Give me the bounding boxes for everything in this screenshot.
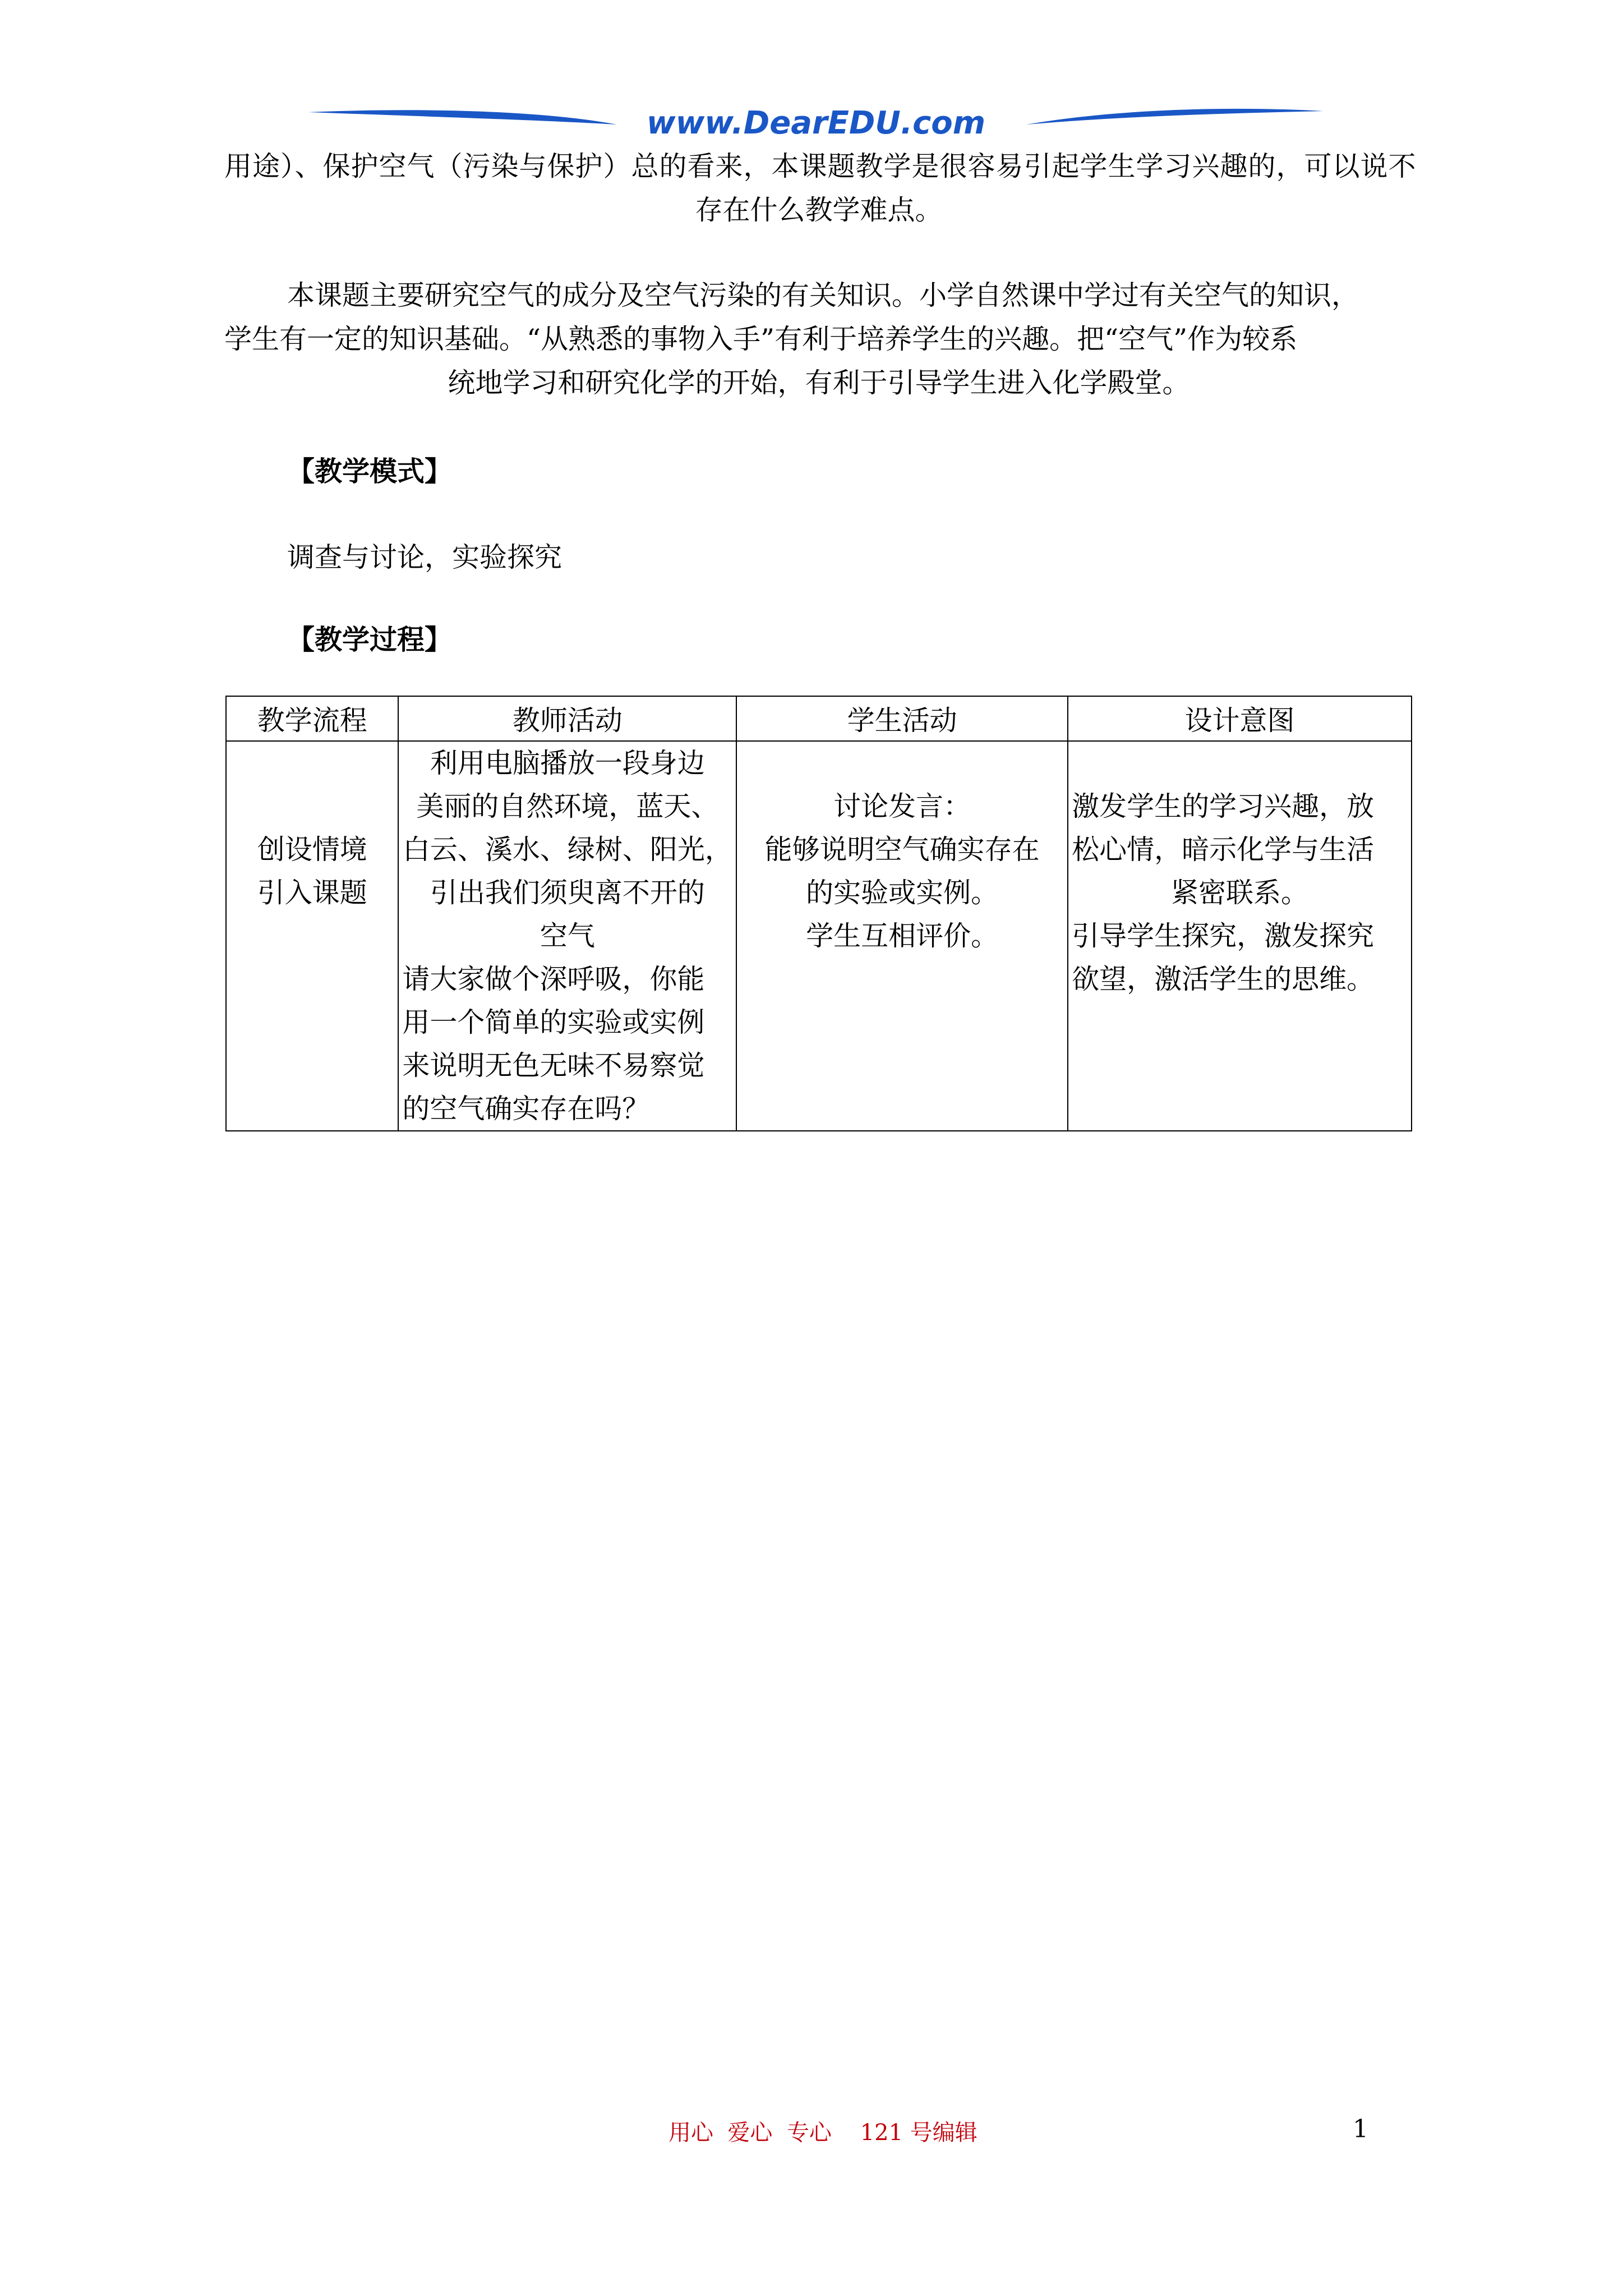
teacher-line: 请大家做个深呼吸，你能 — [402, 963, 705, 995]
cell-design-intent — [1068, 741, 1412, 1131]
teacher-line: 来说明无色无味不易察觉 — [402, 1050, 705, 1082]
intent-line: 松心情，暗示化学与生活 — [1072, 834, 1375, 866]
teacher-line: 美丽的自然环境，蓝天、 — [416, 790, 719, 822]
cell-student-activity — [736, 741, 1068, 1131]
column-header-flow: 教学流程 — [226, 696, 398, 741]
teaching-process-table — [225, 696, 1412, 1131]
cell-teacher-activity — [398, 741, 736, 1131]
site-logo — [303, 100, 1329, 150]
teacher-line: 引出我们须臾离不开的 — [430, 877, 705, 909]
column-header-student: 学生活动 — [736, 696, 1068, 741]
teacher-line: 用一个简单的实验或实例 — [402, 1006, 705, 1038]
teacher-line: 空气 — [540, 920, 595, 952]
student-line: 的实验或实例。 — [806, 877, 999, 909]
intro-paragraph — [224, 145, 1417, 232]
cell-flow — [226, 741, 398, 1131]
intent-line: 欲望，激活学生的思维。 — [1072, 963, 1375, 995]
student-line: 能够说明空气确实存在 — [764, 834, 1040, 866]
teacher-line: 白云、溪水、绿树、阳光， — [402, 834, 732, 866]
footer-text: 用心 爱心 专心 121 号编辑 — [668, 2120, 978, 2146]
intro-line-2: 存在什么教学难点。 — [695, 194, 943, 226]
teacher-line: 利用电脑播放一段身边 — [430, 747, 705, 779]
intent-line: 紧密联系。 — [1171, 877, 1309, 909]
student-line: 讨论发言： — [833, 790, 971, 822]
column-header-intent: 设计意图 — [1068, 696, 1412, 741]
analysis-line-3: 统地学习和研究化学的开始，有利于引导学生进入化学殿堂。 — [448, 367, 1190, 399]
analysis-paragraph — [224, 274, 1413, 405]
teaching-mode-content: 调查与讨论，实验探究 — [287, 541, 562, 573]
analysis-line-1: 本课题主要研究空气的成分及空气污染的有关知识。小学自然课中学过有关空气的知识， — [287, 279, 1359, 311]
table-header-row — [226, 696, 1412, 741]
teaching-process-heading: 【教学过程】 — [287, 623, 453, 656]
teacher-line: 的空气确实存在吗？ — [402, 1093, 650, 1125]
intro-line-1: 用途）、保护空气（污染与保护）总的看来，本课题教学是很容易引起学生学习兴趣的，可以说不 — [224, 150, 1417, 182]
intent-line: 激发学生的学习兴趣，放 — [1072, 790, 1375, 822]
teaching-mode-heading: 【教学模式】 — [287, 455, 453, 487]
intent-line: 引导学生探究，激发探究 — [1072, 920, 1375, 952]
logo-text: www.DearEDU.com — [646, 105, 986, 141]
flow-line: 创设情境 — [257, 834, 367, 866]
page-number: 1 — [1353, 2115, 1368, 2143]
analysis-line-2: 学生有一定的知识基础。“从熟悉的事物入手”有利于培养学生的兴趣。把“空气”作为较系 — [224, 323, 1298, 355]
logo-swoosh-graphic — [303, 100, 1329, 150]
flow-line: 引入课题 — [257, 877, 367, 909]
column-header-teacher: 教师活动 — [398, 696, 736, 741]
student-line: 学生互相评价。 — [806, 920, 999, 952]
table-row — [226, 741, 1412, 1131]
